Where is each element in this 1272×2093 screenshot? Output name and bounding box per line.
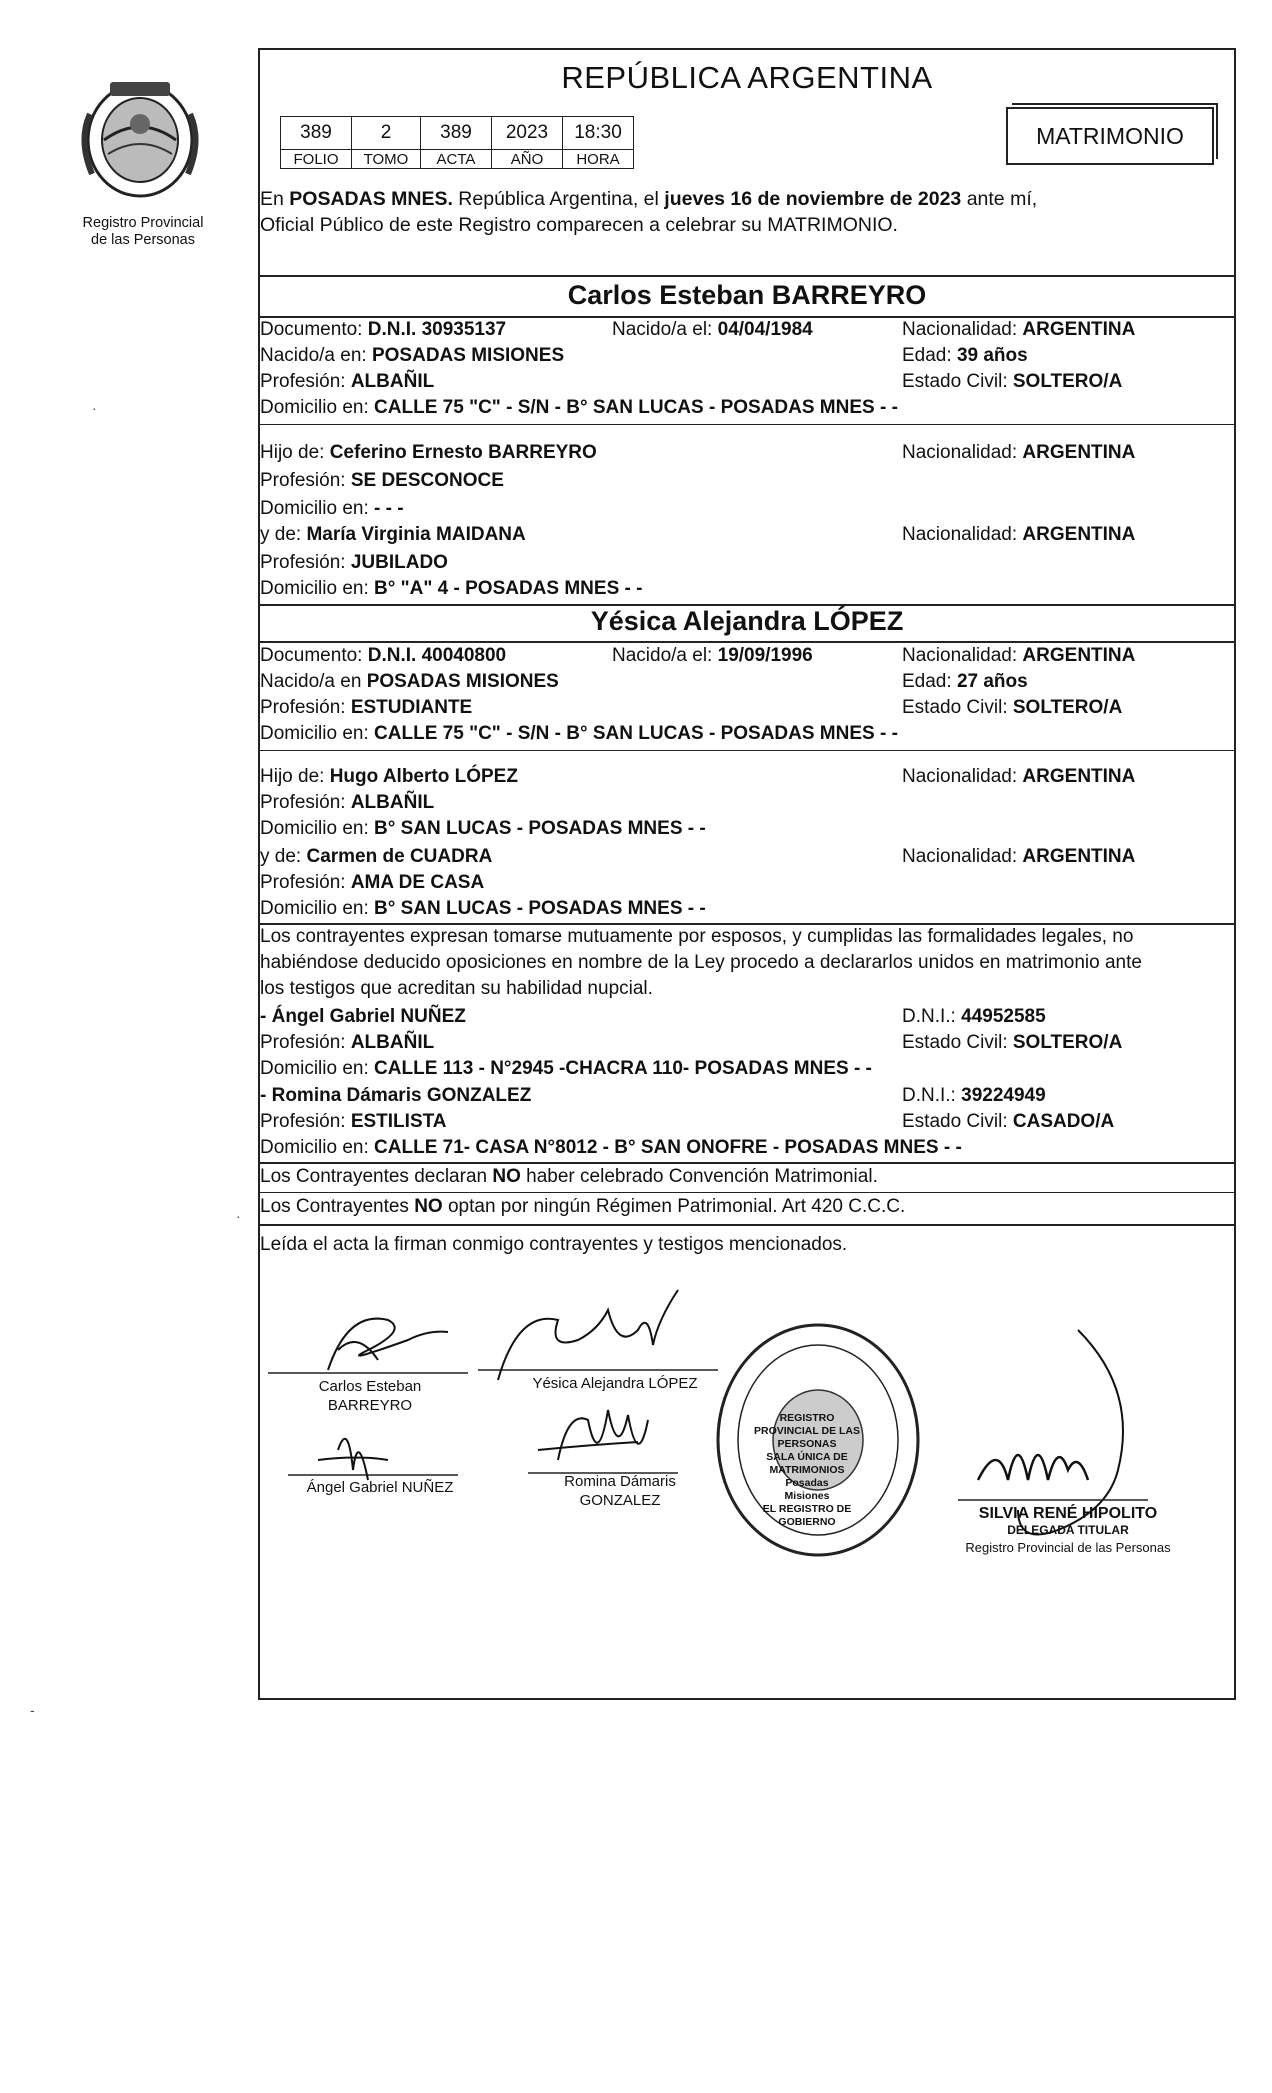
hora-value: 18:30 [563, 117, 634, 150]
contrayente2-father-address: B° SAN LUCAS - POSADAS MNES - - [374, 818, 706, 839]
contrayente2-father: Hugo Alberto LÓPEZ [329, 766, 518, 787]
convencion-text: haber celebrado Convención Matrimonial. [520, 1166, 878, 1187]
contrayente1-doc: D.N.I. 30935137 [367, 319, 507, 340]
testigo1-profession: ALBAÑIL [350, 1032, 435, 1053]
contrayente1-mother-nationality: ARGENTINA [1022, 524, 1136, 545]
label: Profesión: [260, 697, 351, 718]
contrayente1-father-address: - - - [374, 498, 404, 519]
official-role: DELEGADA TITULAR [1007, 1523, 1129, 1537]
official-org: Registro Provincial de las Personas [965, 1540, 1171, 1555]
label: Nacido/a el: [612, 645, 718, 666]
contrayente2-birthplace: POSADAS MISIONES [366, 671, 559, 692]
contrayente2-father-profession: ALBAÑIL [350, 792, 435, 813]
contrayente2-nationality: ARGENTINA [1022, 645, 1136, 666]
label: Domicilio en: [260, 1058, 375, 1079]
declaracion-line2: habiéndose deducido oposiciones en nombre de la Ley procedo a declararlos unidos en matrimonio ante [260, 952, 1142, 973]
divider [258, 641, 1236, 643]
logo-caption [58, 215, 228, 249]
label: Nacionalidad: [902, 846, 1023, 867]
logo-caption-line1: Registro Provincial [82, 215, 204, 231]
record-type: MATRIMONIO [1036, 122, 1184, 149]
label: Profesión: [260, 1032, 351, 1053]
intro-place: POSADAS MNES. [289, 188, 453, 210]
acta-label: ACTA [421, 150, 492, 169]
contrayente2-age: 27 años [956, 671, 1028, 692]
label: Domicilio en: [260, 723, 375, 744]
label: Estado Civil: [902, 371, 1013, 392]
label: Domicilio en: [260, 898, 375, 919]
anio-label: AÑO [492, 150, 563, 169]
contrayente2-father-nationality: ARGENTINA [1022, 766, 1136, 787]
anio-value: 2023 [492, 117, 563, 150]
contrayente1-name: Carlos Esteban BARREYRO [567, 280, 927, 310]
label: Nacionalidad: [902, 442, 1023, 463]
stamp-province: Misiones [784, 1490, 830, 1502]
label: Domicilio en: [260, 397, 375, 418]
contrayente1-father: Ceferino Ernesto BARREYRO [329, 442, 597, 463]
contrayente1-mother-profession: JUBILADO [350, 552, 448, 573]
contrayente1-father-nationality: ARGENTINA [1022, 442, 1136, 463]
divider [258, 275, 1236, 277]
contrayente2-doc: D.N.I. 40040800 [367, 645, 507, 666]
label: Nacionalidad: [902, 645, 1023, 666]
label: Documento: [260, 645, 368, 666]
signature-label-contrayente2: Yésica Alejandra LÓPEZ [532, 1375, 698, 1392]
stamp-inner-text: SALA ÚNICA DE MATRIMONIOS [766, 1451, 848, 1476]
lectura-text: Leída el acta la firman conmigo contrayentes y testigos mencionados. [260, 1234, 848, 1255]
divider [258, 750, 1236, 751]
stamp-bottom-text: EL REGISTRO DE GOBIERNO [762, 1503, 852, 1528]
label: Domicilio en: [260, 818, 375, 839]
sig-c1-line1: Carlos Esteban [318, 1378, 422, 1395]
divider [258, 1162, 1236, 1164]
record-type-box [1006, 107, 1214, 165]
testigo2-address: CALLE 71- CASA N°8012 - B° SAN ONOFRE - POSADAS MNES - - [374, 1137, 962, 1158]
label: Edad: [902, 671, 957, 692]
divider [258, 1224, 1236, 1226]
stamp-city: Posadas [785, 1477, 829, 1489]
label: Profesión: [260, 470, 351, 491]
registry-data-table [280, 116, 634, 169]
label: Estado Civil: [902, 1111, 1013, 1132]
label: Domicilio en: [260, 498, 375, 519]
intro-text: En [260, 188, 290, 210]
label: Nacionalidad: [902, 766, 1023, 787]
label: Domicilio en: [260, 1137, 375, 1158]
contrayente1-civil-status: SOLTERO/A [1012, 371, 1123, 392]
label: y de: [260, 524, 307, 545]
sig-t2-line2: GONZALEZ [579, 1492, 661, 1509]
regimen-text: optan por ningún Régimen Patrimonial. Art 420 C.C.C. [442, 1196, 906, 1217]
label: Nacionalidad: [902, 319, 1023, 340]
scan-dash: - [30, 1702, 35, 1718]
regimen-no: NO [414, 1196, 443, 1217]
label: Nacido/a en: [260, 345, 372, 366]
contrayente1-nationality: ARGENTINA [1022, 319, 1136, 340]
divider [258, 923, 1236, 925]
contrayente2-profession: ESTUDIANTE [350, 697, 473, 718]
testigo1-name: - Ángel Gabriel NUÑEZ [260, 1006, 466, 1027]
logo-caption-line2: de las Personas [91, 232, 195, 248]
label: Documento: [260, 319, 368, 340]
signature-label-testigo2 [540, 1472, 700, 1510]
contrayente2-address: CALLE 75 "C" - S/N - B° SAN LUCAS - POSADAS MNES - - [374, 723, 898, 744]
label: Estado Civil: [902, 697, 1013, 718]
hora-label: HORA [563, 150, 634, 169]
testigo2-dni: 39224949 [961, 1085, 1046, 1106]
label: Profesión: [260, 552, 351, 573]
intro-text: República Argentina, el [452, 188, 665, 210]
intro-date: jueves 16 de noviembre de 2023 [664, 188, 962, 210]
sig-c1-line2: BARREYRO [327, 1397, 413, 1414]
label: y de: [260, 846, 307, 867]
label: Profesión: [260, 872, 351, 893]
testigo1-dni: 44952585 [961, 1006, 1046, 1027]
label: D.N.I.: [902, 1006, 962, 1027]
contrayente2-name: Yésica Alejandra LÓPEZ [590, 606, 904, 636]
stamp-text [752, 1412, 862, 1529]
label: Hijo de: [260, 766, 330, 787]
declaracion-line1: Los contrayentes expresan tomarse mutuamente por esposos, y cumplidas las formalidades legales, no [260, 926, 1134, 947]
label: Profesión: [260, 1111, 351, 1132]
label: Profesión: [260, 792, 351, 813]
folio-label: FOLIO [281, 150, 352, 169]
convencion-no: NO [492, 1166, 521, 1187]
contrayente1-mother-address: B° "A" 4 - POSADAS MNES - - [374, 578, 643, 599]
label: Domicilio en: [260, 578, 375, 599]
contrayente1-birthplace: POSADAS MISIONES [371, 345, 565, 366]
intro-line2: Oficial Público de este Registro comparecen a celebrar su MATRIMONIO. [260, 214, 898, 236]
scan-dot: · [92, 400, 97, 416]
tomo-label: TOMO [352, 150, 421, 169]
sig-t2-line1: Romina Dámaris [564, 1473, 676, 1490]
label: Nacido/a el: [612, 319, 718, 340]
official-signature-block [948, 1505, 1188, 1556]
divider [258, 316, 1236, 318]
label: Estado Civil: [902, 1032, 1013, 1053]
divider [258, 1192, 1236, 1193]
label: Nacido/a en [260, 671, 367, 692]
stamp-outer-text: REGISTRO PROVINCIAL DE LAS PERSONAS [754, 1412, 860, 1450]
official-name: SILVIA RENÉ HIPOLITO [978, 1505, 1158, 1522]
contrayente1-mother: María Virginia MAIDANA [306, 524, 526, 545]
testigo1-civil-status: SOLTERO/A [1012, 1032, 1123, 1053]
tomo-value: 2 [352, 117, 421, 150]
contrayente2-civil-status: SOLTERO/A [1012, 697, 1123, 718]
label: Hijo de: [260, 442, 330, 463]
scan-dot: · [236, 1208, 241, 1224]
testigo2-civil-status: CASADO/A [1012, 1111, 1115, 1132]
signature-label-testigo1: Ángel Gabriel NUÑEZ [306, 1479, 454, 1496]
label: Edad: [902, 345, 957, 366]
intro-paragraph [260, 186, 1230, 238]
testigo2-name: - Romina Dámaris GONZALEZ [260, 1085, 532, 1106]
divider [258, 424, 1236, 425]
acta-value: 389 [421, 117, 492, 150]
contrayente1-profession: ALBAÑIL [350, 371, 435, 392]
contrayente1-father-profession: SE DESCONOCE [350, 470, 504, 491]
page-title: REPÚBLICA ARGENTINA [561, 60, 933, 95]
convencion-text: Los Contrayentes declaran [260, 1166, 493, 1187]
label: D.N.I.: [902, 1085, 962, 1106]
contrayente1-address: CALLE 75 "C" - S/N - B° SAN LUCAS - POSADAS MNES - - [374, 397, 898, 418]
folio-value: 389 [281, 117, 352, 150]
label: Profesión: [260, 371, 351, 392]
provincial-coat-of-arms-logo [70, 74, 210, 204]
contrayente1-age: 39 años [956, 345, 1028, 366]
testigo2-profession: ESTILISTA [350, 1111, 447, 1132]
contrayente2-mother-address: B° SAN LUCAS - POSADAS MNES - - [374, 898, 706, 919]
label: Nacionalidad: [902, 524, 1023, 545]
contrayente2-mother: Carmen de CUADRA [306, 846, 493, 867]
intro-text: ante mí, [961, 188, 1038, 210]
contrayente2-mother-nationality: ARGENTINA [1022, 846, 1136, 867]
signature-label-contrayente1 [270, 1377, 470, 1415]
declaracion-line3: los testigos que acreditan su habilidad nupcial. [260, 978, 653, 999]
regimen-text: Los Contrayentes [260, 1196, 415, 1217]
testigo1-address: CALLE 113 - N°2945 -CHACRA 110- POSADAS MNES - - [374, 1058, 872, 1079]
contrayente2-birthdate: 19/09/1996 [717, 645, 813, 666]
contrayente1-birthdate: 04/04/1984 [717, 319, 813, 340]
contrayente2-mother-profession: AMA DE CASA [350, 872, 485, 893]
